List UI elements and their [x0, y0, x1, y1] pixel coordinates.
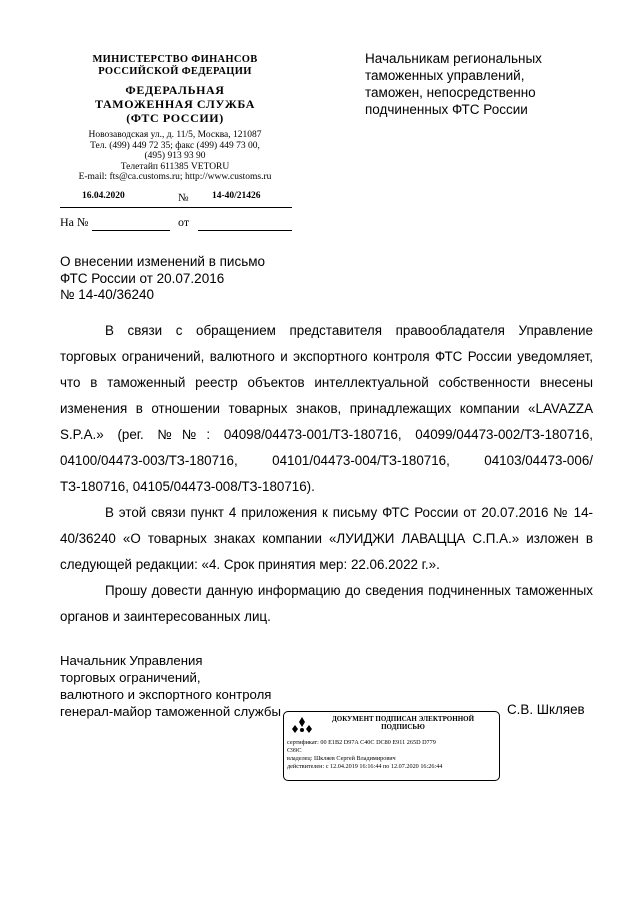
- recipient-line-1: Начальникам региональных: [365, 51, 542, 66]
- ref-from-label: от: [178, 215, 190, 229]
- stamp-title-line-1: ДОКУМЕНТ ПОДПИСАН ЭЛЕКТРОННОЙ: [331, 715, 475, 723]
- digital-signature-icon: [292, 716, 312, 737]
- body-paragraph-3: Прошу довести данную информацию до сведения подчиненных таможенных органов и заинтересованных лиц.: [60, 583, 593, 624]
- body-paragraph-2: В этой связи пункт 4 приложения к письму ФТС России от 20.07.2016 № 14-40/36240 «О товарных знаках компании «ЛУИДЖИ ЛАВАЦЦА С.П.А.» изложен в следующей редакции: «4. Срок принятия мер: 22.06.2022 г.».: [60, 505, 593, 572]
- agency-line-2: ТАМОЖЕННАЯ СЛУЖБА: [95, 97, 255, 111]
- recipient-line-4: подчиненных ФТС России: [365, 102, 528, 117]
- signer-name: С.В. Шкляев: [507, 702, 585, 717]
- ministry-line-1: МИНИСТЕРСТВО ФИНАНСОВ: [92, 54, 258, 65]
- agency-phone: Тел. (499) 449 72 35; факс (499) 449 73 00,: [90, 140, 260, 151]
- number-label: №: [178, 192, 189, 204]
- reference-line: [60, 215, 292, 233]
- agency-address: Новозаводская ул., д. 11/5, Москва, 121087: [88, 130, 262, 140]
- stamp-certificate-2: C99C: [287, 747, 302, 754]
- stamp-validity: действителен: с 12.04.2019 16:16:44 по 12.07.2020 16:26:44: [287, 763, 443, 770]
- subject-block: [60, 254, 320, 304]
- stamp-details: [287, 739, 497, 771]
- signer-line-3: валютного и экспортного контроля: [60, 687, 272, 702]
- agency-phone-2: (495) 913 93 90: [144, 151, 206, 161]
- signer-line-1: Начальник Управления: [60, 653, 203, 668]
- stamp-owner: владелец: Шкляев Сергей Владимирович: [287, 755, 396, 762]
- agency-telex: Телетайп 611385 VETORU: [120, 161, 230, 172]
- subject-line-3: № 14-40/36240: [60, 287, 155, 302]
- agency-line-1: ФЕДЕРАЛЬНАЯ: [125, 83, 225, 97]
- recipient-line-2: таможенных управлений,: [365, 68, 525, 83]
- agency-line-3: (ФТС РОССИИ): [126, 111, 224, 125]
- document-number: 14-40/21426: [212, 191, 261, 201]
- document-date-number: [60, 191, 292, 207]
- stamp-certificate: сертификат: 00 E1B2 D97A C40C DC80 E911 265D D779: [287, 739, 436, 746]
- body-paragraph-1: В связи с обращением представителя правообладателя Управление торговых ограничений, валютного и экспортного контроля ФТС России уведомляет, что в таможенный реестр объектов интеллектуальной собственности внесены изменения в отношении товарных знаков, принадлежащих компании «LAVAZZA S.P.A.» (рег. №№: 04098/04473-001/ТЗ-180716, 04099/04473-002/ТЗ-180716, 04100/04473-003/ТЗ-180716, 04101/04473-004/ТЗ-180716, 04103/04473-006/ТЗ-180716, 04105/04473-008/ТЗ-180716).: [60, 323, 593, 494]
- agency-contacts: [60, 130, 290, 183]
- date-underline: [60, 207, 292, 208]
- signer-line-4: генерал-майор таможенной службы: [60, 704, 281, 719]
- document-date: 16.04.2020: [82, 191, 125, 201]
- recipient-block: [365, 50, 595, 118]
- recipient-line-3: таможен, непосредственно: [365, 85, 536, 100]
- ref-from-blank: [198, 230, 292, 231]
- signer-line-2: торговых ограничений,: [60, 670, 201, 685]
- stamp-title-line-2: ПОДПИСЬЮ: [381, 723, 425, 731]
- ref-number-label: На №: [60, 215, 89, 229]
- signer-title: [60, 652, 300, 720]
- subject-line-2: ФТС России от 20.07.2016: [60, 270, 225, 286]
- agency-email: E-mail: fts@ca.customs.ru; http://www.customs.ru: [78, 172, 272, 182]
- subject-line-1: О внесении изменений в письмо: [60, 254, 266, 269]
- agency-name: [60, 83, 290, 125]
- stamp-title: [314, 715, 492, 731]
- ministry-line-2: РОССИЙСКОЙ ФЕДЕРАЦИИ: [98, 66, 252, 77]
- ref-number-blank: [92, 230, 170, 231]
- electronic-signature-stamp: [283, 711, 500, 781]
- ministry-name: [60, 54, 290, 78]
